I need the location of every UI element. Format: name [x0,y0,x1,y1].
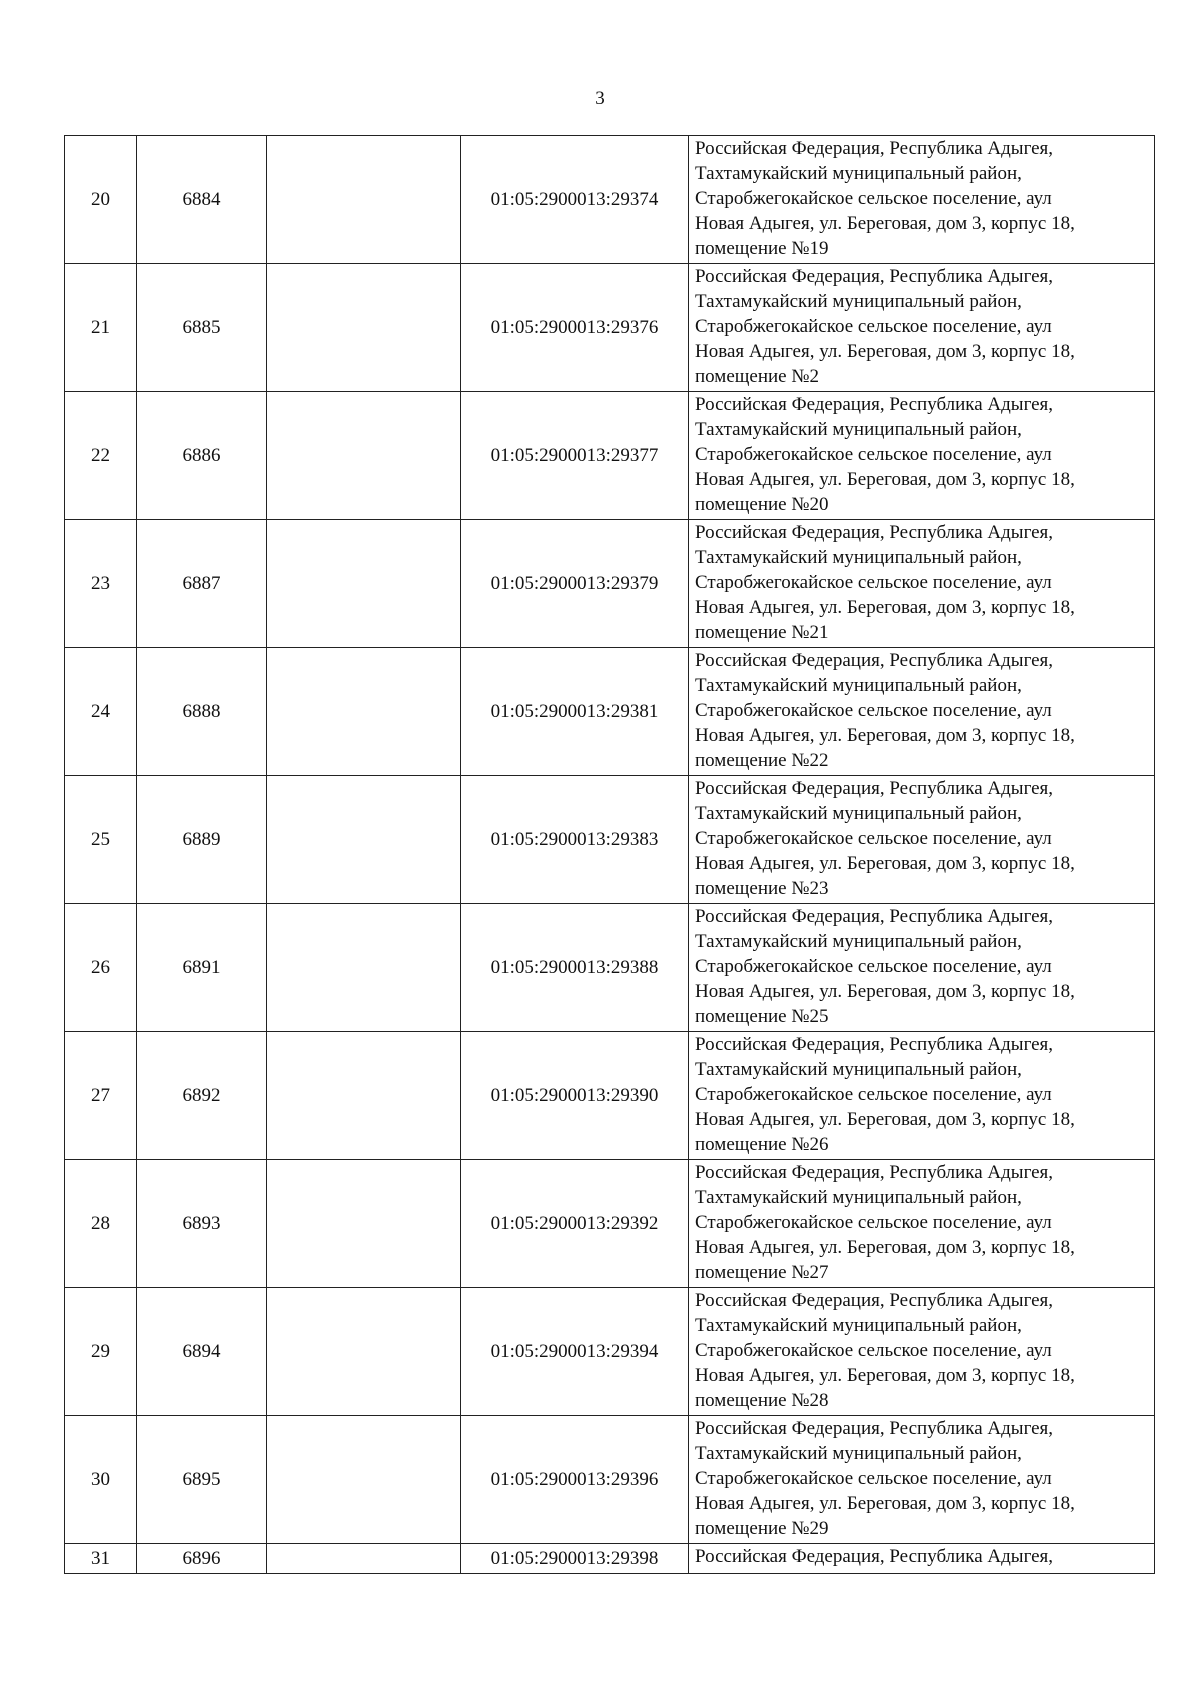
empty-cell [267,264,461,392]
registry-number-cell: 6885 [137,264,267,392]
row-number-cell: 29 [65,1288,137,1416]
empty-cell [267,1544,461,1574]
row-number-cell: 27 [65,1032,137,1160]
table-row [65,1160,1155,1288]
row-number-cell: 28 [65,1160,137,1288]
property-registry-table [64,135,1155,1574]
empty-cell [267,1288,461,1416]
cadastral-number-cell: 01:05:2900013:29392 [461,1160,689,1288]
empty-cell [267,1416,461,1544]
address-cell: Российская Федерация, Республика Адыгея, Тахтамукайский муниципальный район, Старобжегокайское сельское поселение, аул Новая Адыгея, ул. Береговая, дом 3, корпус 18, помещение №27 [689,1160,1155,1288]
address-cell: Российская Федерация, Республика Адыгея, Тахтамукайский муниципальный район, Старобжегокайское сельское поселение, аул Новая Адыгея, ул. Береговая, дом 3, корпус 18, помещение №28 [689,1288,1155,1416]
empty-cell [267,1032,461,1160]
registry-number-cell: 6884 [137,136,267,264]
table-row [65,520,1155,648]
cadastral-number-cell: 01:05:2900013:29377 [461,392,689,520]
address-cell: Российская Федерация, Республика Адыгея, Тахтамукайский муниципальный район, Старобжегокайское сельское поселение, аул Новая Адыгея, ул. Береговая, дом 3, корпус 18, помещение №2 [689,264,1155,392]
table-row [65,776,1155,904]
row-number-cell: 30 [65,1416,137,1544]
table-row [65,264,1155,392]
empty-cell [267,776,461,904]
cadastral-number-cell: 01:05:2900013:29381 [461,648,689,776]
row-number-cell: 31 [65,1544,137,1574]
cadastral-number-cell: 01:05:2900013:29376 [461,264,689,392]
empty-cell [267,136,461,264]
registry-number-cell: 6889 [137,776,267,904]
cadastral-number-cell: 01:05:2900013:29383 [461,776,689,904]
address-cell: Российская Федерация, Республика Адыгея, [689,1544,1155,1574]
row-number-cell: 22 [65,392,137,520]
empty-cell [267,1160,461,1288]
empty-cell [267,904,461,1032]
table-row [65,1416,1155,1544]
row-number-cell: 21 [65,264,137,392]
address-cell: Российская Федерация, Республика Адыгея, Тахтамукайский муниципальный район, Старобжегокайское сельское поселение, аул Новая Адыгея, ул. Береговая, дом 3, корпус 18, помещение №21 [689,520,1155,648]
row-number-cell: 25 [65,776,137,904]
cadastral-number-cell: 01:05:2900013:29390 [461,1032,689,1160]
registry-number-cell: 6891 [137,904,267,1032]
page-number: 3 [595,88,605,109]
table-row [65,136,1155,264]
registry-number-cell: 6887 [137,520,267,648]
cadastral-number-cell: 01:05:2900013:29398 [461,1544,689,1574]
empty-cell [267,392,461,520]
row-number-cell: 26 [65,904,137,1032]
registry-number-cell: 6895 [137,1416,267,1544]
empty-cell [267,648,461,776]
empty-cell [267,520,461,648]
cadastral-number-cell: 01:05:2900013:29388 [461,904,689,1032]
table-row [65,904,1155,1032]
address-cell: Российская Федерация, Республика Адыгея, Тахтамукайский муниципальный район, Старобжегокайское сельское поселение, аул Новая Адыгея, ул. Береговая, дом 3, корпус 18, помещение №22 [689,648,1155,776]
registry-number-cell: 6894 [137,1288,267,1416]
registry-number-cell: 6893 [137,1160,267,1288]
registry-table-body [65,136,1155,1574]
registry-number-cell: 6896 [137,1544,267,1574]
cadastral-number-cell: 01:05:2900013:29394 [461,1288,689,1416]
table-row [65,1544,1155,1574]
row-number-cell: 20 [65,136,137,264]
cadastral-number-cell: 01:05:2900013:29374 [461,136,689,264]
row-number-cell: 23 [65,520,137,648]
address-cell: Российская Федерация, Республика Адыгея, Тахтамукайский муниципальный район, Старобжегокайское сельское поселение, аул Новая Адыгея, ул. Береговая, дом 3, корпус 18, помещение №26 [689,1032,1155,1160]
row-number-cell: 24 [65,648,137,776]
address-cell: Российская Федерация, Республика Адыгея, Тахтамукайский муниципальный район, Старобжегокайское сельское поселение, аул Новая Адыгея, ул. Береговая, дом 3, корпус 18, помещение №19 [689,136,1155,264]
address-cell: Российская Федерация, Республика Адыгея, Тахтамукайский муниципальный район, Старобжегокайское сельское поселение, аул Новая Адыгея, ул. Береговая, дом 3, корпус 18, помещение №25 [689,904,1155,1032]
address-cell: Российская Федерация, Республика Адыгея, Тахтамукайский муниципальный район, Старобжегокайское сельское поселение, аул Новая Адыгея, ул. Береговая, дом 3, корпус 18, помещение №23 [689,776,1155,904]
address-cell: Российская Федерация, Республика Адыгея, Тахтамукайский муниципальный район, Старобжегокайское сельское поселение, аул Новая Адыгея, ул. Береговая, дом 3, корпус 18, помещение №20 [689,392,1155,520]
table-row [65,1032,1155,1160]
cadastral-number-cell: 01:05:2900013:29396 [461,1416,689,1544]
table-row [65,1288,1155,1416]
table-row [65,648,1155,776]
table-row [65,392,1155,520]
address-cell: Российская Федерация, Республика Адыгея, Тахтамукайский муниципальный район, Старобжегокайское сельское поселение, аул Новая Адыгея, ул. Береговая, дом 3, корпус 18, помещение №29 [689,1416,1155,1544]
cadastral-number-cell: 01:05:2900013:29379 [461,520,689,648]
registry-number-cell: 6888 [137,648,267,776]
registry-number-cell: 6886 [137,392,267,520]
registry-number-cell: 6892 [137,1032,267,1160]
